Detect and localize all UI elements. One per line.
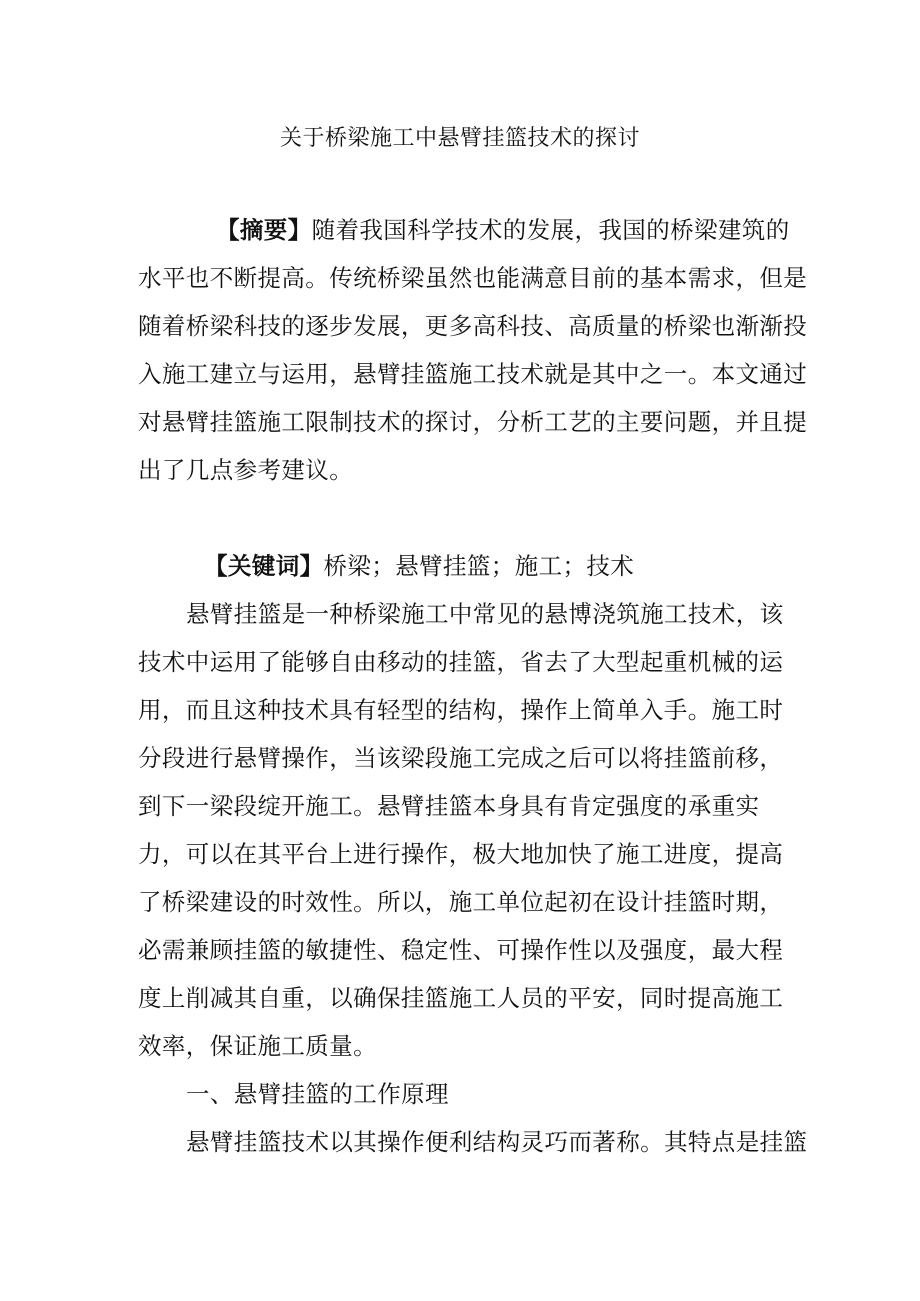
paragraph-line: 了桥梁建设的时效性。所以，施工单位起初在设计挂篮时期， [138, 888, 784, 916]
keywords-line [204, 550, 634, 582]
paragraph-line: 效率，保证施工质量。 [138, 1032, 377, 1060]
paragraph-line: 到下一梁段绽开施工。悬臂挂篮本身具有肯定强度的承重实 [138, 792, 760, 820]
document-title: 关于桥梁施工中悬臂挂篮技术的探讨 [279, 126, 640, 151]
abstract-line: 入施工建立与运用，悬臂挂篮施工技术就是其中之一。本文通过 [138, 360, 808, 388]
keywords-text: 桥梁；悬臂挂篮；施工；技术 [323, 552, 635, 580]
abstract-line: 出了几点参考建议。 [138, 456, 354, 484]
paragraph-line: 分段进行悬臂操作，当该梁段施工完成之后可以将挂篮前移， [138, 744, 784, 772]
section-heading: 一、悬臂挂篮的工作原理 [186, 1080, 449, 1108]
abstract-line [216, 214, 790, 246]
paragraph-line: 必需兼顾挂篮的敏捷性、稳定性、可操作性以及强度，最大程 [138, 936, 784, 964]
abstract-line: 对悬臂挂篮施工限制技术的探讨，分析工艺的主要问题，并且提 [138, 408, 808, 436]
paragraph-line: 度上削减其自重，以确保挂篮施工人员的平安，同时提高施工 [138, 984, 784, 1012]
keywords-tag: 【关键词】 [204, 552, 324, 580]
abstract-line: 水平也不断提高。传统桥梁虽然也能满意目前的基本需求，但是 [138, 264, 808, 292]
paragraph-line: 技术中运用了能够自由移动的挂篮，省去了大型起重机械的运 [138, 648, 784, 676]
paragraph-line: 力，可以在其平台上进行操作，极大地加快了施工进度，提高 [138, 840, 784, 868]
paragraph-line: 悬臂挂篮是一种桥梁施工中常见的悬博浇筑施工技术，该 [186, 600, 784, 628]
abstract-line-text: 随着我国科学技术的发展，我国的桥梁建筑的 [311, 216, 790, 244]
paragraph-line: 用，而且这种技术具有轻型的结构，操作上简单入手。施工时 [138, 696, 784, 724]
abstract-tag: 【摘要】 [216, 216, 312, 244]
paragraph-line: 悬臂挂篮技术以其操作便利结构灵巧而著称。其特点是挂篮 [186, 1128, 808, 1156]
abstract-line: 随着桥梁科技的逐步发展，更多高科技、高质量的桥梁也渐渐投 [138, 312, 808, 340]
